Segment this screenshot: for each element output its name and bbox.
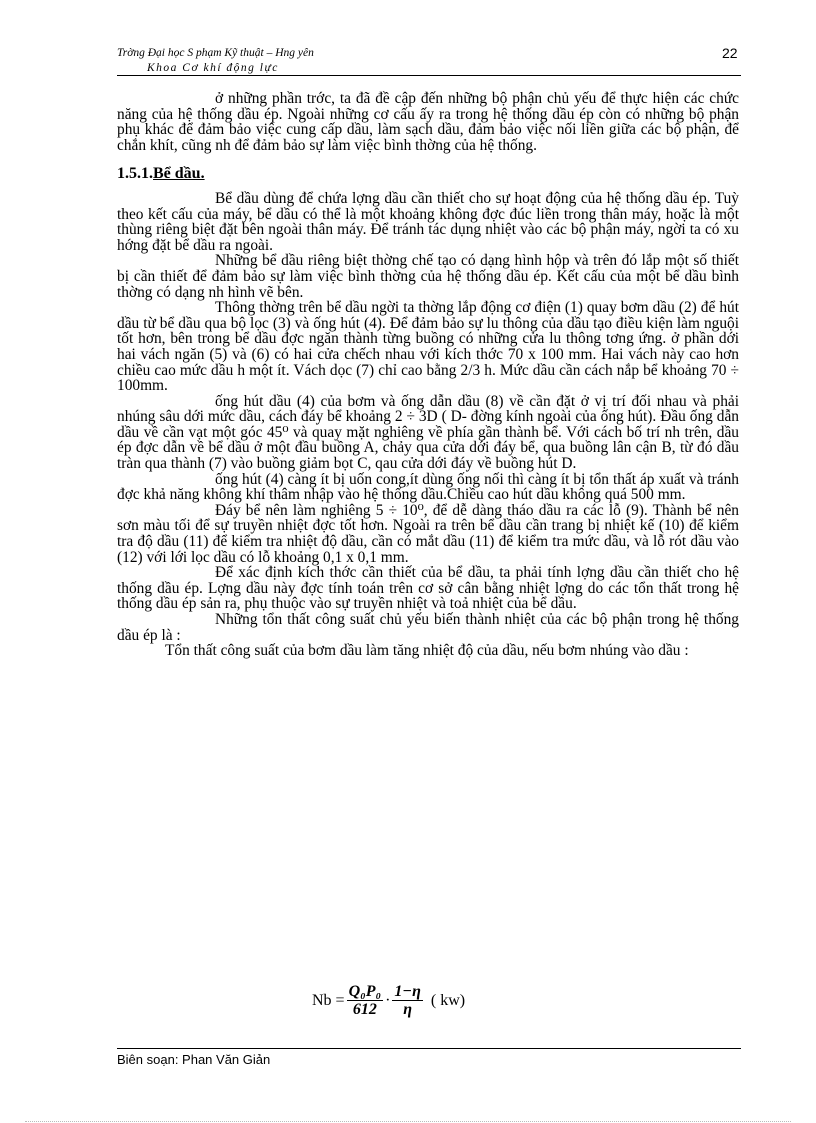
paragraph-1: Bể dầu dùng để chứa lợng dầu cần thiết cho sự hoạt động của hệ thống dầu ép. Tuỳ theo kết cấu của máy, bể dầu có thể là một khoảng không đợc đúc liền trong thân máy, hoặc là một thùng riêng biệt đặt bên ngoài thân máy. Để tránh tác dụng nhiệt vào các bộ phận máy, ngời ta có xu hớng đặt bể dầu ra ngoài. — [117, 189, 739, 254]
formula-lhs: Nb = — [312, 991, 345, 1009]
formula-fraction-1 — [347, 983, 383, 1018]
paragraph-2: Những bể dầu riêng biệt thờng chế tạo có dạng hình hộp và trên đó lắp một số thiết bị cần thiết để đảm bảo sự làm việc bình thờng của hệ thống dầu ép. Kết cấu của một bể dầu bình thờng có dạng nh hình vẽ bên. — [117, 252, 739, 301]
footer-divider — [117, 1048, 741, 1049]
formula-numerator-2: 1−η — [394, 983, 421, 1000]
section-number: 1.5.1. — [117, 165, 153, 183]
paragraph-4: ống hút dầu (4) của bơm và ống dẫn dầu (8) về cần đặt ở vị trí đối nhau và phải nhúng sâu dới mức dầu, cách đáy bể khoảng 2 ÷ 3D ( D- đờng kính ngoài của ống hút). Đầu ống dẫn dầu về cần vạt một góc 45⁰ và quay mặt nghiêng về phía gần thành bể. Với cách bố trí nh trên, dầu ép đợc dẫn về bể dầu ở một đầu buồng A, chảy qua cửa dới đáy bể, qua buồng lân cận B, từ đó dầu tràn qua thành (7) vào buồng giảm bọt C, qau cửa dới đáy về buồng hút D. — [117, 392, 739, 473]
document-body — [117, 91, 739, 659]
header-school: Trờng Đại học S phạm Kỹ thuật – Hng yên — [117, 47, 314, 59]
page-header — [117, 46, 314, 76]
footer-author: Biên soạn: Phan Văn Giản — [117, 1052, 271, 1067]
page-number: 22 — [722, 45, 738, 61]
pump-loss-formula — [312, 983, 465, 1018]
formula-unit: ( kw) — [430, 991, 466, 1009]
section-title: Bể dầu. — [153, 165, 205, 183]
formula-denominator-1: 612 — [352, 1001, 377, 1018]
paragraph-6: Đáy bể nên làm nghiêng 5 ÷ 10⁰, để dễ dàng tháo dầu ra các lỗ (9). Thành bể nên sơn màu tối để sự truyền nhiệt đợc tốt hơn. Ngoài ra trên bể dầu cần trang bị nhiệt kế (10) để kiểm tra độ dầu (11) để kiểm tra nhiệt độ dầu, cần có mắt dầu (11) để kiểm tra mức dầu, và lỗ rót dầu vào (12) với lới lọc dầu có lỗ khoảng 0,1 x 0,1 mm. — [117, 501, 739, 566]
paragraph-7: Để xác định kích thớc cần thiết của bể dầu, ta phải tính lợng dầu cần thiết cho hệ thống dầu ép. Lợng dầu này đợc tính toán trên cơ sở cân bằng nhiệt lợng do các tổn thất trong hệ thống dầu ép sản ra, phụ thuộc vào sự truyền nhiệt và toả nhiệt của bể dầu. — [117, 564, 739, 613]
header-divider — [117, 75, 741, 76]
intro-paragraph: ở những phần trớc, ta đã đề cập đến những bộ phận chủ yếu để thực hiện các chức năng của hệ thống dầu ép. Ngoài những cơ cấu ấy ra trong hệ thống dầu ép còn có những bộ phận phụ khác để đảm bảo việc cung cấp dầu, làm sạch dầu, đảm bảo việc nối liền giữa các bộ phận, để chắn khít, cũng nh để đảm bảo sự làm việc bình thờng của hệ thống. — [117, 90, 739, 154]
paragraph-5: ống hút (4) càng ít bị uốn cong,ít dùng ống nối thì càng ít bị tổn thất áp xuất và tránh đợc khả năng không khí thâm nhập vào hệ thống dầu.Chiều cao hút dầu không quá 500 mm. — [117, 470, 739, 504]
formula-fraction-2 — [392, 983, 422, 1018]
paragraph-9: Tổn thất công suất của bơm dầu làm tăng nhiệt độ của dầu, nếu bơm nhúng vào dầu : — [165, 642, 689, 660]
paragraph-8: Những tổn thất công suất chủ yếu biến thành nhiệt của các bộ phận trong hệ thống dầu ép là : — [117, 611, 739, 644]
formula-numerator-1: Q₀P₀ — [348, 983, 382, 1000]
formula-denominator-2: η — [403, 1001, 413, 1018]
section-heading — [117, 166, 739, 182]
paragraph-3: Thông thờng trên bể dầu ngời ta thờng lắp động cơ điện (1) quay bơm dầu (2) để hút dầu từ bể dầu qua bộ lọc (3) và ống hút (4). Để đảm bảo sự lu thông của dầu tạo điều kiện làm nguội tốt hơn, bên trong bể dầu đợc ngăn thành từng buồng có những cửa lu thông tơng ứng. ở phần dới hai vách ngăn (5) và (6) có hai cửa chếch nhau với kích thớc 70 x 100 mm. Hai vách này cao hơn chiều cao mức dầu h một ít. Vách dọc (7) chỉ cao bằng 2/3 h. Mức dầu cần cách nắp bể khoảng 70 ÷ 100mm. — [117, 299, 739, 395]
header-faculty: Khoa Cơ khí động lực — [147, 62, 279, 74]
formula-multiply: · — [385, 991, 391, 1009]
page-bottom-edge — [25, 1121, 791, 1122]
